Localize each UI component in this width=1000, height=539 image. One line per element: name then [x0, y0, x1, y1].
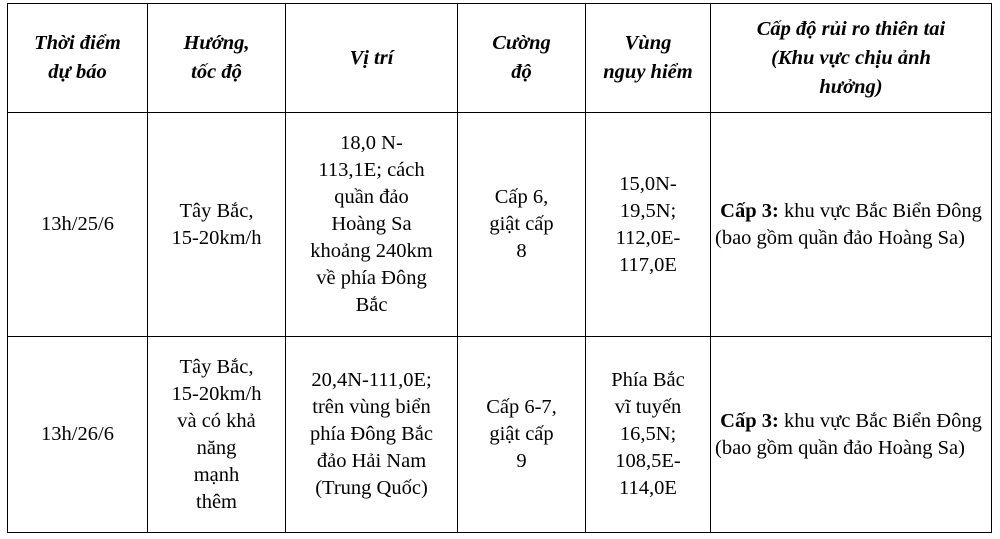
cell-direction: Tây Bắc, 15-20km/h	[148, 113, 286, 337]
risk-level-label: Cấp 3:	[720, 409, 779, 432]
forecast-table	[7, 3, 992, 533]
cell-intensity: Cấp 6-7, giật cấp 9	[458, 337, 586, 533]
header-time: Thời điểm dự báo	[8, 4, 148, 113]
header-direction: Hướng, tốc độ	[148, 4, 286, 113]
header-danger-zone: Vùng nguy hiểm	[586, 4, 711, 113]
cell-risk	[711, 113, 992, 337]
cell-time: 13h/25/6	[8, 113, 148, 337]
cell-risk	[711, 337, 992, 533]
table-header-row	[8, 4, 992, 113]
cell-time: 13h/26/6	[8, 337, 148, 533]
table-row	[8, 113, 992, 337]
cell-direction: Tây Bắc, 15-20km/h và có khả năng mạnh thêm	[148, 337, 286, 533]
cell-position: 20,4N-111,0E; trên vùng biển phía Đông Bắc đảo Hải Nam (Trung Quốc)	[286, 337, 458, 533]
risk-area-text: khu vực Bắc Biển Đông (bao gồm quần đảo Hoàng Sa)	[715, 409, 982, 459]
risk-area-text: khu vực Bắc Biển Đông (bao gồm quần đảo Hoàng Sa)	[715, 199, 982, 249]
cell-danger-zone: 15,0N- 19,5N; 112,0E- 117,0E	[586, 113, 711, 337]
header-risk-level: Cấp độ rủi ro thiên tai (Khu vực chịu ảnh hưởng)	[711, 4, 992, 113]
cell-danger-zone: Phía Bắc vĩ tuyến 16,5N; 108,5E- 114,0E	[586, 337, 711, 533]
cell-intensity: Cấp 6, giật cấp 8	[458, 113, 586, 337]
header-position: Vị trí	[286, 4, 458, 113]
risk-level-label: Cấp 3:	[720, 199, 779, 222]
cell-position: 18,0 N- 113,1E; cách quần đảo Hoàng Sa khoảng 240km về phía Đông Bắc	[286, 113, 458, 337]
table-row	[8, 337, 992, 533]
header-intensity: Cường độ	[458, 4, 586, 113]
